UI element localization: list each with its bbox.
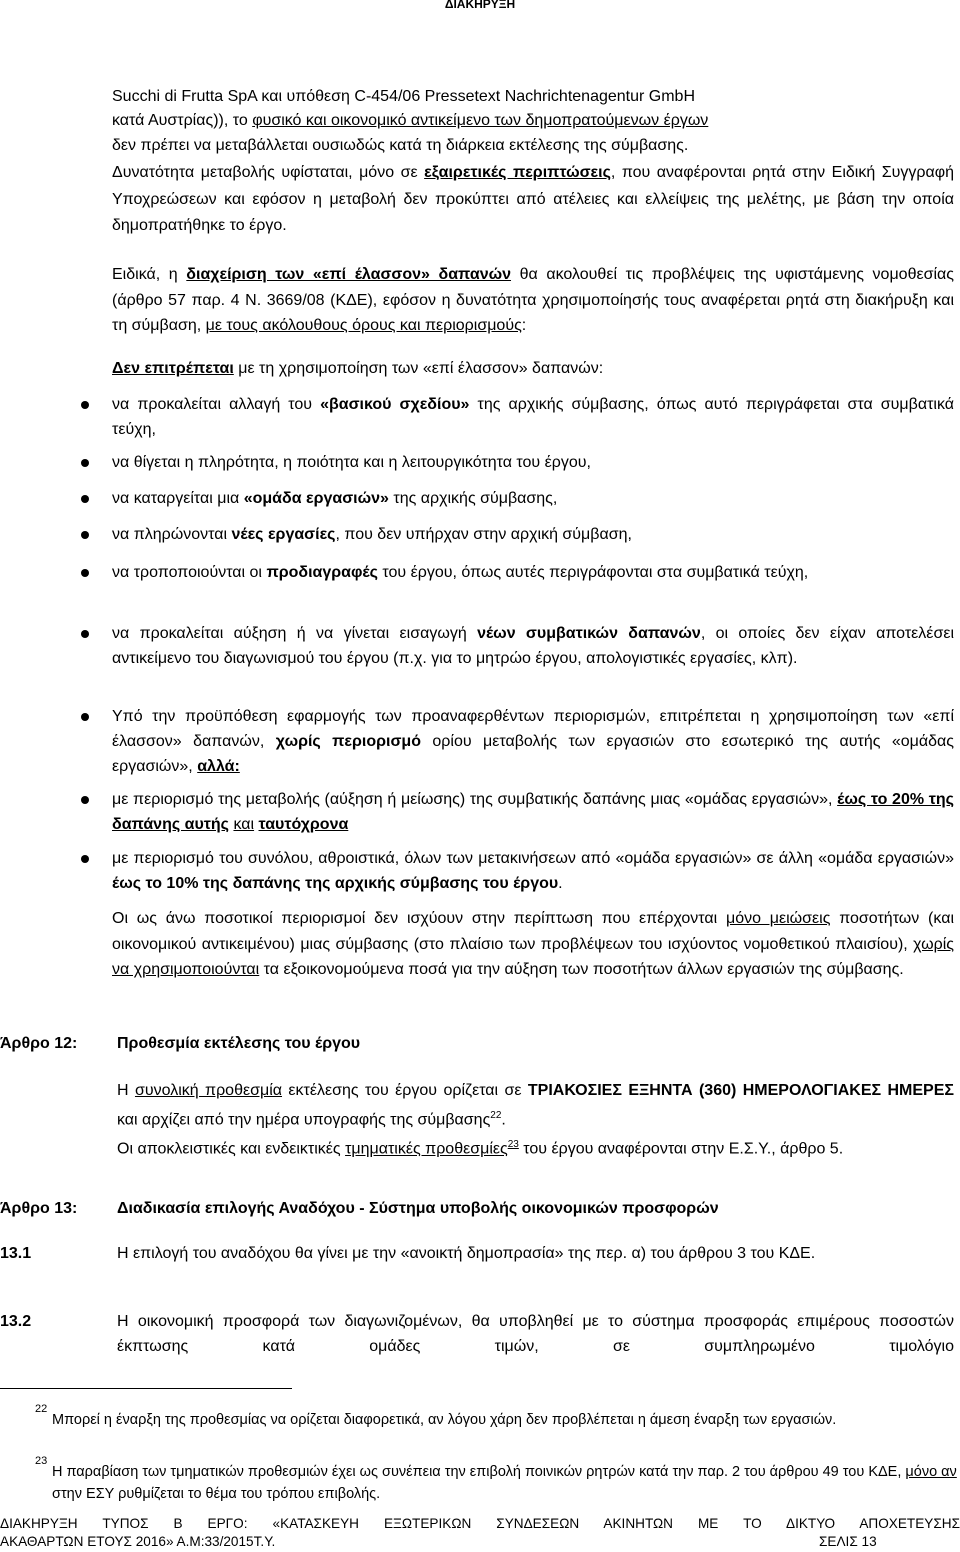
list-item: να πληρώνονται νέες εργασίες, που δεν υπήρχαν στην αρχική σύμβαση, — [112, 526, 632, 543]
intro-line-1: Succhi di Frutta SpA και υπόθεση C-454/06 Pressetext Nachrichtenagentur GmbH — [112, 88, 696, 105]
page-number: ΣΕΛΙΣ 13 — [819, 1534, 877, 1549]
section-13-2-text: Η οικονομική προσφορά των διαγωνιζομένων, θα υποβληθεί με το σύστημα προσφοράς επιμέρους ποσοστών έκπτωσης κατά ομάδες τιμών, σε συμπληρωμένο τιμολόγιο — [117, 1313, 954, 1355]
footnote-separator — [0, 1388, 292, 1389]
bullet-icon — [81, 569, 89, 577]
article-12-title: Προθεσμία εκτέλεσης του έργου — [117, 1035, 361, 1052]
page-header: ΔΙΑΚΗΡΥΞΗ — [444, 0, 516, 11]
paragraph-not-allowed: Δεν επιτρέπεται με τη χρησιμοποίηση των «επί έλασσον» δαπανών: — [112, 360, 604, 377]
list-item: να τροποποιούνται οι προδιαγραφές του έργου, όπως αυτές περιγράφονται στα συμβατικά τεύχη, — [112, 564, 809, 581]
bullet-icon — [81, 713, 89, 721]
footer-line-2 — [0, 1533, 960, 1551]
bullet-icon — [81, 459, 89, 467]
bullet-icon — [81, 401, 89, 409]
intro-line-2: κατά Αυστρίας)), το φυσικό και οικονομικό αντικείμενο των δημοπρατούμενων έργων — [112, 112, 709, 129]
article-12-paragraph: Η συνολική προθεσμία εκτέλεσης του έργου ορίζεται σε ΤΡΙΑΚΟΣΙΕΣ ΕΞΗΝΤΑ (360) ΗΜΕΡΟΛΟΓΙΑΚΕΣ ΗΜΕΡΕΣ και αρχίζει από την ημέρα υπογραφής της σύμβασης$^{22}$. Οι αποκλειστικές και ενδεικτικές τμηματικές προθεσμίες$^{23}$ του έργου αναφέρονται στην Ε.Σ.Υ., άρθρο 5. — [117, 1082, 954, 1158]
list-item: να θίγεται η πληρότητα, η ποιότητα και η λειτουργικότητα του έργου, — [112, 454, 591, 471]
paragraph-less-expenses: Ειδικά, η διαχείριση των «επί έλασσον» δαπανών θα ακολουθεί τις προβλέψεις της υφιστάμενης νομοθεσίας (άρθρο 57 παρ. 4 Ν. 3669/08 (ΚΔΕ), εφόσον η δυνατότητα χρησιμοποίησής τους αναφέρεται ρητά στη διακήρυξη και τη σύμβαση, με τους ακόλουθους όρους και περιορισμούς: — [112, 266, 954, 334]
list-item: με περιορισμό του συνόλου, αθροιστικά, όλων των μετακινήσεων από «ομάδα εργασιών» σε άλλη «ομάδα εργασιών» έως το 10% της δαπάνης της αρχικής σύμβασης του έργου. — [112, 850, 954, 892]
section-13-1-text: Η επιλογή του αναδόχου θα γίνει με την «ανοικτή δημοπρασία» της περ. α) του άρθρου 3 του ΚΔΕ. — [117, 1245, 816, 1262]
footer-line-1: ΔΙΑΚΗΡΥΞΗ ΤΥΠΟΣ Β ΕΡΓΟ: «ΚΑΤΑΣΚΕΥΗ ΕΞΩΤΕΡΙΚΩΝ ΣΥΝΔΕΣΕΩΝ ΑΚΙΝΗΤΩΝ ΜΕ ΤΟ ΔΙΚΤΥΟ ΑΠΟΧΕΤΕΥΣΗΣ — [0, 1516, 960, 1531]
footnote-22: Μπορεί η έναρξη της προθεσμίας να ορίζεται διαφορετικά, αν λόγου χάρη δεν προβλέπεται η άμεση έναρξη των εργασιών. — [52, 1412, 837, 1428]
list-item: με περιορισμό της μεταβολής (αύξηση ή μείωσης) της συμβατικής δαπάνης μιας «ομάδας εργασιών», έως το 20% της δαπάνης αυτής και ταυτόχρονα — [112, 791, 954, 833]
section-13-1-number: 13.1 — [0, 1245, 32, 1262]
paragraph-modification: Δυνατότητα μεταβολής υφίσταται, μόνο σε εξαιρετικές περιπτώσεις, που αναφέρονται ρητά στην Ειδική Συγγραφή Υποχρεώσεων και εφόσον η μεταβολή δεν προκύπτει από ατέλειες και ελλείψεις της μελέτης, με βάση την οποία δημοπρατήθηκε το έργο. — [112, 164, 954, 234]
list-item: να καταργείται μια «ομάδα εργασιών» της αρχικής σύμβασης, — [112, 490, 558, 507]
footnote-ref-23[interactable]: 23 — [507, 1139, 519, 1151]
article-13-title: Διαδικασία επιλογής Αναδόχου - Σύστημα υποβολής οικονομικών προσφορών — [117, 1200, 719, 1217]
footnote-23: Η παραβίαση των τμηματικών προθεσμιών έχει ως συνέπεια την επιβολή ποινικών ρητρών κατά την παρ. 2 του άρθρου 49 του ΚΔΕ, μόνο αν στην ΕΣΥ ρυθμίζεται το θέμα του τρόπου επιβολής. — [52, 1464, 957, 1502]
section-13-2-number: 13.2 — [0, 1313, 32, 1330]
list-item: Υπό την προϋπόθεση εφαρμογής των προαναφερθέντων περιορισμών, επιτρέπεται η χρησιμοποίηση των «επί έλασσον» δαπανών, χωρίς περιορισμό ορίου μεταβολής των εργασιών στο εσωτερικό της αυτής «ομάδας εργασιών», αλλά: — [112, 708, 955, 775]
intro-line-3: δεν πρέπει να μεταβάλλεται ουσιωδώς κατά τη διάρκεια εκτέλεσης της σύμβασης. — [112, 137, 689, 154]
bullet-icon — [81, 495, 89, 503]
footnote-number: 23 — [35, 1455, 48, 1467]
bullet-icon — [81, 531, 89, 539]
footer-project: ΑΚΑΘΑΡΤΩΝ ΕΤΟΥΣ 2016» Α.Μ:33/2015Τ.Υ. — [0, 1534, 276, 1549]
footnote-number: 22 — [35, 1403, 48, 1415]
bullet-icon — [81, 630, 89, 638]
paragraph-quantity-limits: Οι ως άνω ποσοτικοί περιορισμοί δεν ισχύουν στην περίπτωση που επέρχονται μόνο μειώσεις ποσοτήτων (και οικονομικού αντικειμένου) μιας σύμβασης (στο πλαίσιο των προβλέψεων του ισχύοντος νομοθετικού πλαισίου), χωρίς να χρησιμοποιούνται τα εξοικονομούμενα ποσά για την αύξηση των ποσοτήτων άλλων εργασιών της σύμβασης. — [112, 910, 954, 978]
article-13-label: Άρθρο 13: — [0, 1200, 78, 1217]
article-12-label: Άρθρο 12: — [0, 1035, 78, 1052]
bullet-icon — [81, 855, 89, 863]
footnote-ref-22[interactable]: 22 — [490, 1110, 502, 1121]
bullet-icon — [81, 796, 89, 804]
list-item: να προκαλείται αλλαγή του «βασικού σχεδίου» της αρχικής σύμβασης, όπως αυτό περιγράφεται στα συμβατικά τεύχη, — [112, 396, 954, 438]
list-item: να προκαλείται αύξηση ή να γίνεται εισαγωγή νέων συμβατικών δαπανών, οι οποίες δεν είχαν αποτελέσει αντικείμενο του διαγωνισμού του έργου (π.χ. για το μητρώο έργου, απολογιστικές εργασίες, κλπ). — [112, 625, 955, 667]
